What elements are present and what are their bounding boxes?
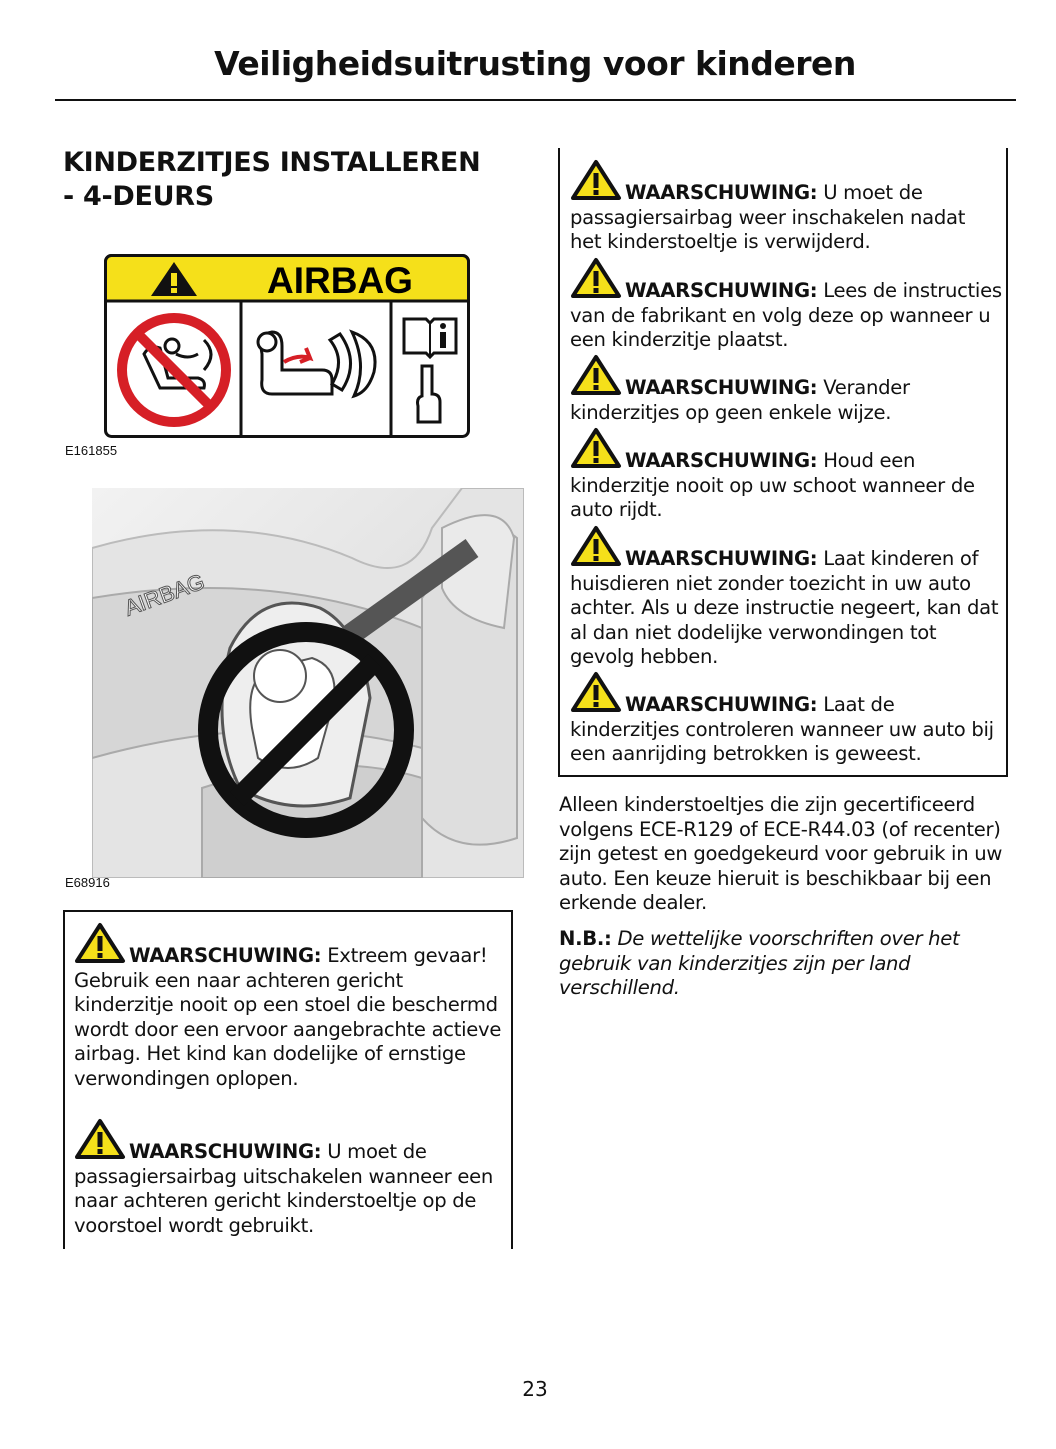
warning-item — [570, 279, 1002, 353]
airbag-banner-text: AIRBAG — [267, 260, 413, 301]
warning-keyword: WAARSCHUWING: — [129, 1140, 322, 1163]
warning-text: Laat de kinderzitjes controleren wanneer uw auto bij een aanrijding betrokken is geweest. — [570, 693, 994, 765]
airbag-seat-text: AIRBAG — [121, 568, 208, 621]
note-paragraph — [559, 927, 1011, 1001]
warning-item — [570, 181, 1002, 255]
warning-item — [570, 693, 1002, 767]
no-child-seat-prohibition-icon — [122, 318, 226, 422]
warning-item — [570, 449, 1002, 523]
warning-triangle-icon — [570, 354, 622, 396]
section-title — [63, 146, 523, 214]
body-paragraph: Alleen kinderstoeltjes die zijn gecertificeerd volgens ECE-R129 of ECE-R44.03 (of recenter) zijn getest en goedgekeurd voor gebruik in uw auto. Een keuze hieruit is beschikbaar bij een erkende dealer. — [559, 793, 1003, 914]
page-number: 23 — [522, 1377, 548, 1401]
warning-triangle-icon — [74, 1118, 126, 1160]
figure-label: E161855 — [65, 443, 118, 458]
section-title-line1: KINDERZITJES INSTALLEREN — [63, 147, 481, 178]
warning-text: Houd een kinderzitje nooit op uw schoot wanneer de auto rijdt. — [570, 449, 975, 521]
warning-triangle-icon — [570, 427, 622, 469]
warning-keyword: WAARSCHUWING: — [625, 693, 818, 716]
warning-triangle-icon — [570, 671, 622, 713]
header-divider — [55, 99, 1016, 101]
figure-label: E68916 — [65, 875, 110, 890]
warning-keyword: WAARSCHUWING: — [625, 181, 818, 204]
warning-triangle-icon — [570, 525, 622, 567]
page-title: Veiligheidsuitrusting voor kinderen — [214, 44, 856, 83]
warning-item — [570, 547, 1002, 670]
warning-box-left — [63, 910, 513, 1249]
warning-text: U moet de passagiersairbag weer inschakelen nadat het kinderstoeltje is verwijderd. — [570, 181, 966, 253]
warning-item — [74, 1140, 506, 1238]
warning-keyword: WAARSCHUWING: — [625, 449, 818, 472]
warning-triangle-icon — [74, 922, 126, 964]
warning-text: U moet de passagiersairbag uitschakelen wanneer een naar achteren gericht kinderstoeltje op de voorstoel wordt gebruikt. — [74, 1140, 493, 1237]
note-text: De wettelijke voorschriften over het gebruik van kinderzitjes zijn per land verschillend. — [559, 927, 960, 999]
note-label: N.B.: — [559, 927, 612, 950]
warning-keyword: WAARSCHUWING: — [625, 547, 818, 570]
warning-item — [570, 376, 1002, 425]
warning-text: Laat kinderen of huisdieren niet zonder toezicht in uw auto achter. Als u deze instructie negeert, kan dat al dan niet dodelijke verwondingen tot gevolg hebben. — [570, 547, 999, 668]
airbag-warning-label — [104, 254, 470, 439]
warning-text: Extreem gevaar! Gebruik een naar achteren gericht kinderzitje nooit op een stoel die beschermd wordt door een ervoor aangebrachte actieve airbag. Het kind kan dodelijke of ernstige verwondingen oplopen. — [74, 944, 502, 1090]
warning-item — [74, 944, 506, 1091]
warning-text: Verander kinderzitjes op geen enkele wijze. — [570, 376, 910, 424]
warning-box-right — [558, 148, 1008, 777]
warning-triangle-icon — [570, 257, 622, 299]
section-title-line2: - 4-DEURS — [63, 181, 214, 212]
warning-keyword: WAARSCHUWING: — [625, 279, 818, 302]
warning-keyword: WAARSCHUWING: — [625, 376, 818, 399]
warning-keyword: WAARSCHUWING: — [129, 944, 322, 967]
warning-text: Lees de instructies van de fabrikant en volg deze op wanneer u een kinderzitje plaatst. — [570, 279, 1002, 351]
rear-facing-seat-illustration — [92, 488, 524, 878]
warning-triangle-icon — [570, 159, 622, 201]
